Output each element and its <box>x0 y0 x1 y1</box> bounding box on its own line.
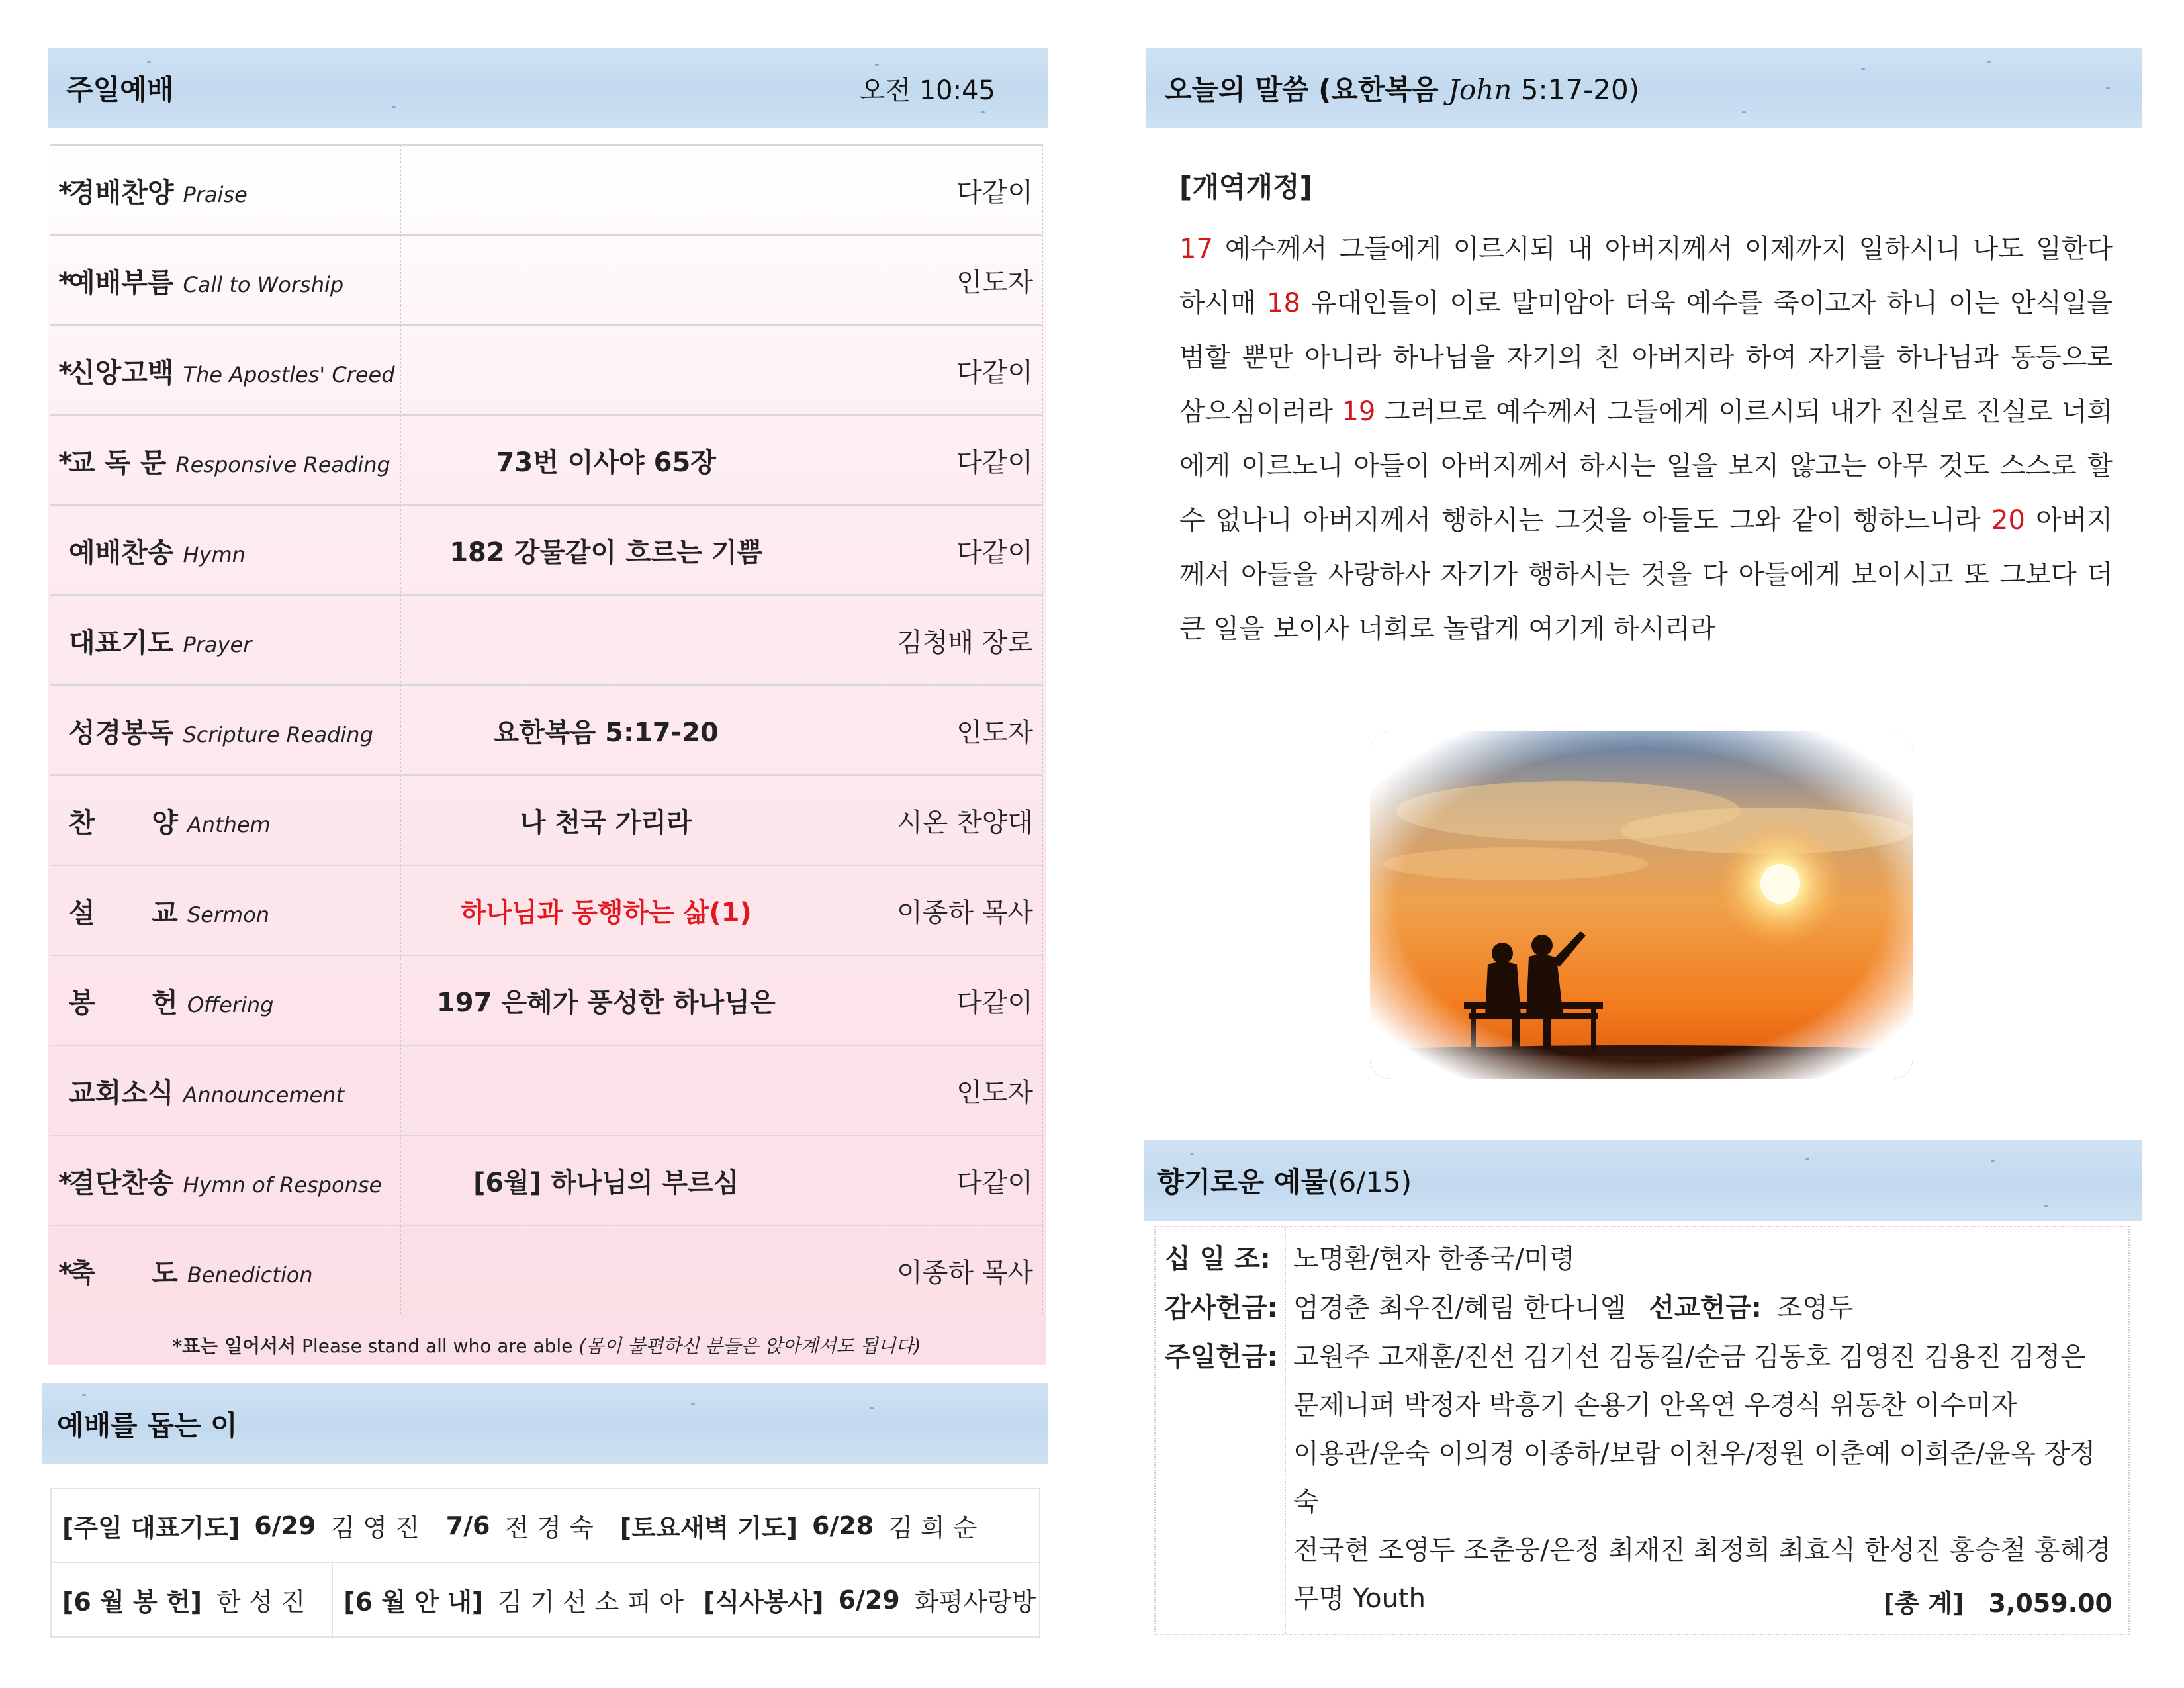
standing-marker: * <box>58 1166 73 1199</box>
order-of-worship <box>50 144 1043 1315</box>
order-item-en: Responsive Reading <box>175 451 390 477</box>
standing-marker: * <box>58 266 73 299</box>
order-item-en: Call to Worship <box>183 271 344 297</box>
dawn-prayer-date: 6/28 <box>812 1511 874 1540</box>
guide-label: [6 월 안 내] <box>343 1587 484 1617</box>
order-item-ko: 결단찬송 <box>69 1166 174 1199</box>
verse-number: 19 <box>1342 397 1376 427</box>
order-leader: 다같이 <box>811 145 1043 235</box>
order-item-en: Praise <box>183 181 248 207</box>
standing-note <box>48 1328 1046 1365</box>
order-item-en: Anthem <box>187 812 271 837</box>
thanks-line <box>1293 1284 2114 1333</box>
order-leader: 다같이 <box>811 1135 1043 1225</box>
order-item <box>50 235 401 325</box>
offering-total <box>1884 1583 2113 1619</box>
worship-header-band <box>48 48 1048 128</box>
order-item <box>50 1045 401 1135</box>
order-leader: 다같이 <box>811 505 1043 595</box>
order-item-en: Announcement <box>183 1082 344 1107</box>
order-detail-cell <box>401 145 811 235</box>
helpers-row-2 <box>52 1563 1039 1636</box>
order-item-en: Offering <box>187 992 274 1017</box>
offering-title: 향기로운 예물(6/15) <box>1157 1166 1412 1198</box>
order-item-ko: 교회소식 <box>69 1076 174 1109</box>
meal-name: 화평사랑방 <box>914 1587 1036 1617</box>
order-item-ko: 축 도 <box>69 1257 178 1289</box>
order-row <box>50 595 1043 685</box>
offering-helper-name: 한 성 진 <box>216 1587 306 1617</box>
order-detail-cell <box>401 1045 811 1135</box>
order-item <box>50 595 401 685</box>
order-detail-cell <box>401 865 811 955</box>
order-item-en: Prayer <box>183 632 252 657</box>
standing-marker: * <box>58 176 73 209</box>
dawn-prayer-label: [토요새벽 기도] <box>619 1513 797 1542</box>
tithe-names: 노명환/현자 한종국/미령 <box>1293 1244 1576 1274</box>
dawn-prayer-name: 김 희 순 <box>888 1513 978 1542</box>
order-item-ko: 경배찬양 <box>69 176 174 209</box>
order-leader: 이종하 목사 <box>811 865 1043 955</box>
order-detail-cell <box>401 505 811 595</box>
offering-box <box>1154 1226 2130 1635</box>
total-label: [총 계] <box>1883 1589 1964 1618</box>
order-leader: 시온 찬양대 <box>811 775 1043 865</box>
order-item-en: Sermon <box>187 902 270 927</box>
order-item-en: The Apostles' Creed <box>183 361 395 387</box>
order-leader: 김청배 장로 <box>811 595 1043 685</box>
standing-marker: * <box>58 356 73 389</box>
order-detail-cell <box>401 955 811 1045</box>
standing-note-italic: (몸이 불편하신 분들은 앉아계셔도 됩니다) <box>578 1335 921 1357</box>
order-detail: 요한복음 5:17-20 <box>493 717 719 748</box>
order-row <box>50 415 1043 505</box>
word-title-ref: 5:17-20) <box>1512 73 1640 106</box>
order-item <box>50 865 401 955</box>
order-leader: 다같이 <box>811 955 1043 1045</box>
sunday-line: 무명 Youth <box>1293 1583 1426 1614</box>
order-item-ko: 설 교 <box>69 896 178 929</box>
standing-marker: * <box>58 1257 73 1289</box>
helpers-header-band <box>42 1383 1048 1464</box>
order-leader: 인도자 <box>811 1045 1043 1135</box>
order-item-ko: 신앙고백 <box>69 356 174 389</box>
verse-number: 17 <box>1179 234 1213 264</box>
order-item <box>50 1225 401 1315</box>
sunday-line: 문제니퍼 박정자 박흥기 손용기 안옥연 우경식 위동찬 이수미자 <box>1293 1390 2017 1421</box>
helpers-row-1 <box>52 1489 1039 1563</box>
verse-number: 18 <box>1267 288 1300 318</box>
order-detail-cell <box>401 595 811 685</box>
bible-version: [개역개정] <box>1179 171 1312 203</box>
order-row <box>50 1045 1043 1135</box>
order-row <box>50 145 1043 235</box>
scripture-text <box>1179 222 2113 656</box>
order-detail-cell <box>401 1135 811 1225</box>
order-detail-cell <box>401 325 811 415</box>
helpers-title: 예배를 돕는 이 <box>57 1409 238 1442</box>
mission-names: 조영두 <box>1776 1293 1854 1323</box>
order-item <box>50 505 401 595</box>
worship-title: 주일예배 <box>66 73 174 106</box>
helpers-box <box>50 1488 1040 1638</box>
order-detail: 197 은혜가 풍성한 하나님은 <box>436 987 776 1018</box>
verse-text: 아버지께서 아들을 사랑하사 자기가 행하시는 것을 다 아들에게 보이시고 또 그보다 더 큰 일을 보이사 너희로 놀랍게 여기게 하시리라 <box>1179 505 2113 644</box>
order-row <box>50 865 1043 955</box>
order-item <box>50 1135 401 1225</box>
thanks-names: 엄경춘 최우진/혜림 한다니엘 <box>1293 1293 1626 1323</box>
sunday-line: 전국현 조영두 조춘웅/은정 최재진 최정희 최효식 한성진 홍승철 홍혜경 <box>1293 1535 2111 1566</box>
total-value: 3,059.00 <box>1988 1589 2113 1618</box>
order-item-ko: 대표기도 <box>69 626 174 659</box>
sunday-line: 고원주 고재훈/진선 김기선 김동길/순금 김동호 김영진 김용진 김정은 <box>1293 1342 2086 1372</box>
order-leader: 인도자 <box>811 685 1043 775</box>
order-item <box>50 415 401 505</box>
order-detail-cell <box>401 1225 811 1315</box>
sunset-illustration <box>1370 731 1913 1079</box>
sunday-names <box>1293 1333 2114 1623</box>
order-detail: 182 강물같이 흐르는 기쁨 <box>449 537 763 568</box>
guide-names: 김 기 선 소 피 아 <box>498 1587 684 1617</box>
order-detail: 나 천국 가리라 <box>520 807 692 838</box>
order-detail: 하나님과 동행하는 삶(1) <box>460 897 752 928</box>
offering-helper-label: [6 월 봉 헌] <box>62 1587 202 1617</box>
verse-number: 20 <box>1991 505 2025 536</box>
standing-note-bold: *표는 일어서서 <box>172 1335 296 1357</box>
verse-text: 예수께서 그들에게 이르시되 내 아버지께서 이제까지 일하시니 나도 일한다 하시매 <box>1179 234 2113 318</box>
order-item-ko: 교 독 문 <box>69 446 167 479</box>
order-row <box>50 1135 1043 1225</box>
worship-time: 오전 10:45 <box>859 75 995 106</box>
verse-text: 유대인들이 이로 말미암아 더욱 예수를 죽이고자 하니 이는 안식일을 범할 뿐만 아니라 하나님을 자기의 친 아버지라 하여 자기를 하나님과 동등으로 삼으심이러라 <box>1179 288 2113 427</box>
offering-date: (6/15) <box>1328 1166 1412 1198</box>
order-item-ko: 봉 헌 <box>69 986 178 1019</box>
order-row <box>50 1225 1043 1315</box>
standing-marker: * <box>58 446 73 479</box>
order-leader: 인도자 <box>811 235 1043 325</box>
sunset-bench-photo <box>1370 731 1913 1079</box>
prayer-name-1: 김 영 진 <box>330 1513 420 1542</box>
order-row <box>50 235 1043 325</box>
tithe-label: 십 일 조: <box>1165 1244 1271 1274</box>
prayer-name-2: 전 경 숙 <box>504 1513 594 1542</box>
verse-text: 그러므로 예수께서 그들에게 이르시되 내가 진실로 진실로 너희에게 이르노니 아들이 아버지께서 하시는 일을 보지 않고는 아무 것도 스스로 할 수 없나니 아버지께서 행하시는 그것을 아들도 그와 같이 행하느니라 <box>1179 397 2113 536</box>
order-item <box>50 325 401 415</box>
meal-date: 6/29 <box>838 1585 900 1615</box>
order-detail: 73번 이사야 65장 <box>496 447 716 478</box>
sunday-line: 이용관/운숙 이의경 이종하/보람 이천우/정원 이춘예 이희준/윤옥 장정숙 <box>1293 1438 2096 1517</box>
order-leader: 이종하 목사 <box>811 1225 1043 1315</box>
order-item-ko: 예배찬송 <box>69 536 174 569</box>
word-title-script: John <box>1448 73 1512 106</box>
order-detail-cell <box>401 415 811 505</box>
order-item-en: Benediction <box>187 1262 313 1288</box>
order-row <box>50 325 1043 415</box>
prayer-date-2: 7/6 <box>445 1511 490 1540</box>
order-item-ko: 예배부름 <box>69 266 174 299</box>
order-item <box>50 775 401 865</box>
prayer-date-1: 6/29 <box>254 1511 316 1540</box>
sunday-label: 주일헌금: <box>1165 1342 1278 1372</box>
offering-header-band <box>1144 1140 2142 1221</box>
thanks-label: 감사헌금: <box>1165 1293 1278 1323</box>
order-item-en: Hymn of Response <box>183 1172 383 1197</box>
order-item-en: Hymn <box>183 541 246 567</box>
prayer-label: [주일 대표기도] <box>62 1513 240 1542</box>
word-header-band <box>1146 48 2142 128</box>
order-detail: [6월] 하나님의 부르심 <box>473 1167 739 1198</box>
order-leader: 다같이 <box>811 415 1043 505</box>
order-detail-cell <box>401 775 811 865</box>
order-item <box>50 145 401 235</box>
order-item <box>50 685 401 775</box>
order-detail-cell <box>401 235 811 325</box>
order-item-en: Scripture Reading <box>183 722 373 747</box>
order-leader: 다같이 <box>811 325 1043 415</box>
order-row <box>50 685 1043 775</box>
order-row <box>50 955 1043 1045</box>
order-item <box>50 955 401 1045</box>
order-row <box>50 775 1043 865</box>
order-row <box>50 505 1043 595</box>
mission-label: 선교헌금: <box>1649 1293 1762 1323</box>
standing-note-text: Please stand all who are able <box>296 1335 579 1357</box>
order-item-ko: 성경봉독 <box>69 716 174 749</box>
order-detail-cell <box>401 685 811 775</box>
meal-label: [식사봉사] <box>703 1587 824 1617</box>
word-title: 오늘의 말씀 (요한복음 John 5:17-20) <box>1165 73 1640 106</box>
order-item-ko: 찬 양 <box>69 806 178 839</box>
